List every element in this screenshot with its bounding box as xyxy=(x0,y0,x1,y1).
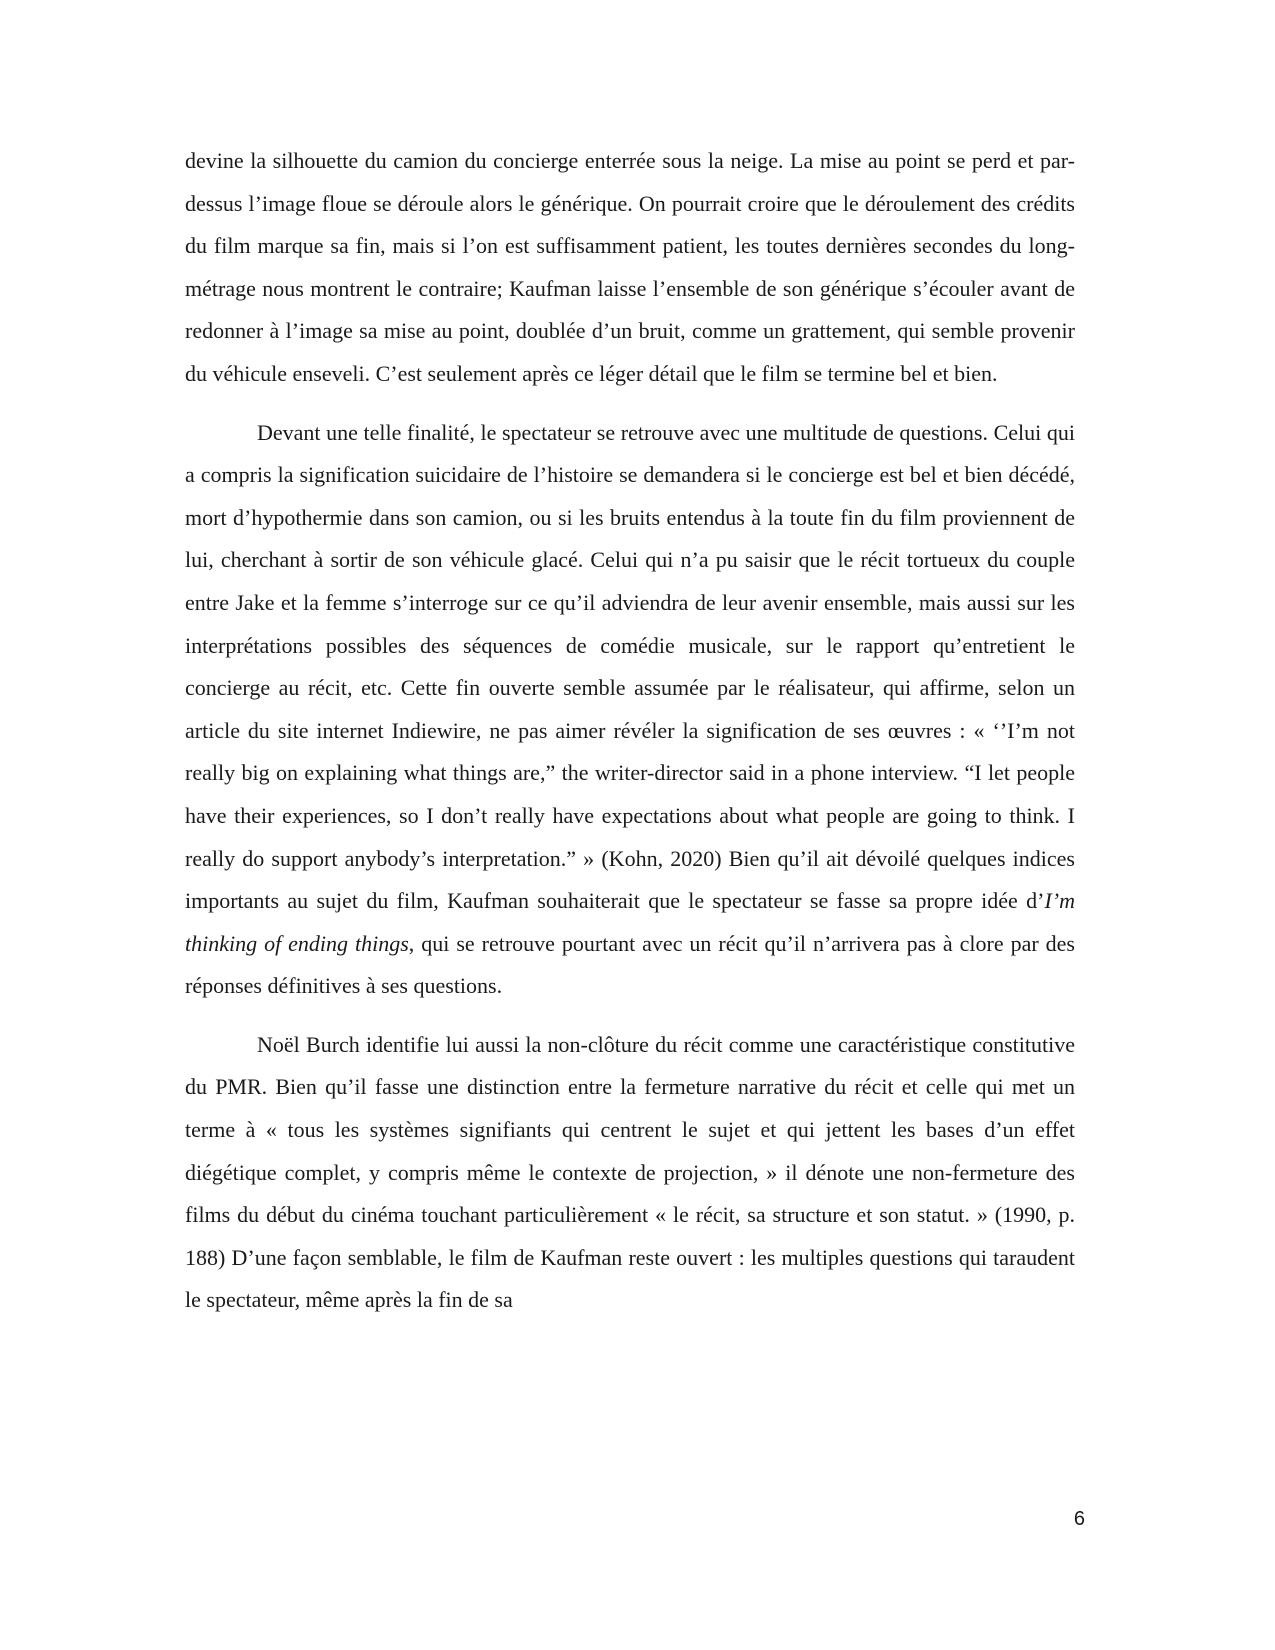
paragraph-3-text: Noël Burch identifie lui aussi la non-clôture du récit comme une caractéristique constitutive du PMR. Bien qu’il fasse une distinction entre la fermeture narrative du récit et celle qui met un terme à « tous les systèmes signifiants qui centrent le sujet et qui jettent les bases d’un effet diégétique complet, y compris même le contexte de projection, » il dénote une non-fermeture des films du début du cinéma touchant particulièrement « le récit, sa structure et son statut. » (1990, p. 188) D’une façon semblable, le film de Kaufman reste ouvert : les multiples questions qui taraudent le spectateur, même après la fin de sa xyxy=(185,1031,1075,1313)
paragraph-1 xyxy=(185,140,1075,396)
body-text xyxy=(185,140,1075,1322)
paragraph-2-text-start: Devant une telle finalité, le spectateur se retrouve avec une multitude de questions. Celui qui a compris la signification suicidaire de l’histoire se demandera si le concierge est bel et bien décédé, mort d’hypothermie dans son camion, ou si les bruits entendus à la toute fin du film proviennent de lui, cherchant à sortir de son véhicule glacé. Celui qui n’a pu saisir que le récit tortueux du couple entre Jake et la femme s’interroge sur ce qu’il adviendra de leur avenir ensemble, mais aussi sur les interprétations possibles des séquences de comédie musicale, sur le rapport qu’entretient le concierge au récit, etc. Cette fin ouverte semble assumée par le réalisateur, qui affirme, selon un article du site internet Indiewire, ne pas aimer révéler la signification de ses œuvres : « ‘’I’m not really big on explaining what things are,” the writer-director said in a phone interview. “I let people have their experiences, so I don’t really have expectations about what people are going to think. I really do support anybody’s interpretation.” » (Kohn, 2020) Bien qu’il ait dévoilé quelques indices importants au sujet du film, Kaufman souhaiterait que le spectateur se fasse sa propre idée d’ xyxy=(185,419,1075,914)
paragraph-3 xyxy=(185,1024,1075,1322)
paragraph-1-text: devine la silhouette du camion du concierge enterrée sous la neige. La mise au point se perd et par-dessus l’image floue se déroule alors le générique. On pourrait croire que le déroulement des crédits du film marque sa fin, mais si l’on est suffisamment patient, les toutes dernières secondes du long-métrage nous montrent le contraire; Kaufman laisse l’ensemble de son générique s’écouler avant de redonner à l’image sa mise au point, doublée d’un bruit, comme un grattement, qui semble provenir du véhicule enseveli. C’est seulement après ce léger détail que le film se termine bel et bien. xyxy=(185,148,1075,386)
film-title: I’m thinking of ending things xyxy=(185,888,1075,956)
page-number: 6 xyxy=(1073,1508,1085,1530)
paragraph-2-text-end: , qui se retrouve pourtant avec un récit qu’il n’arrivera pas à clore par des réponses définitives à ses questions. xyxy=(185,930,1075,999)
paragraph-2 xyxy=(185,412,1075,1008)
